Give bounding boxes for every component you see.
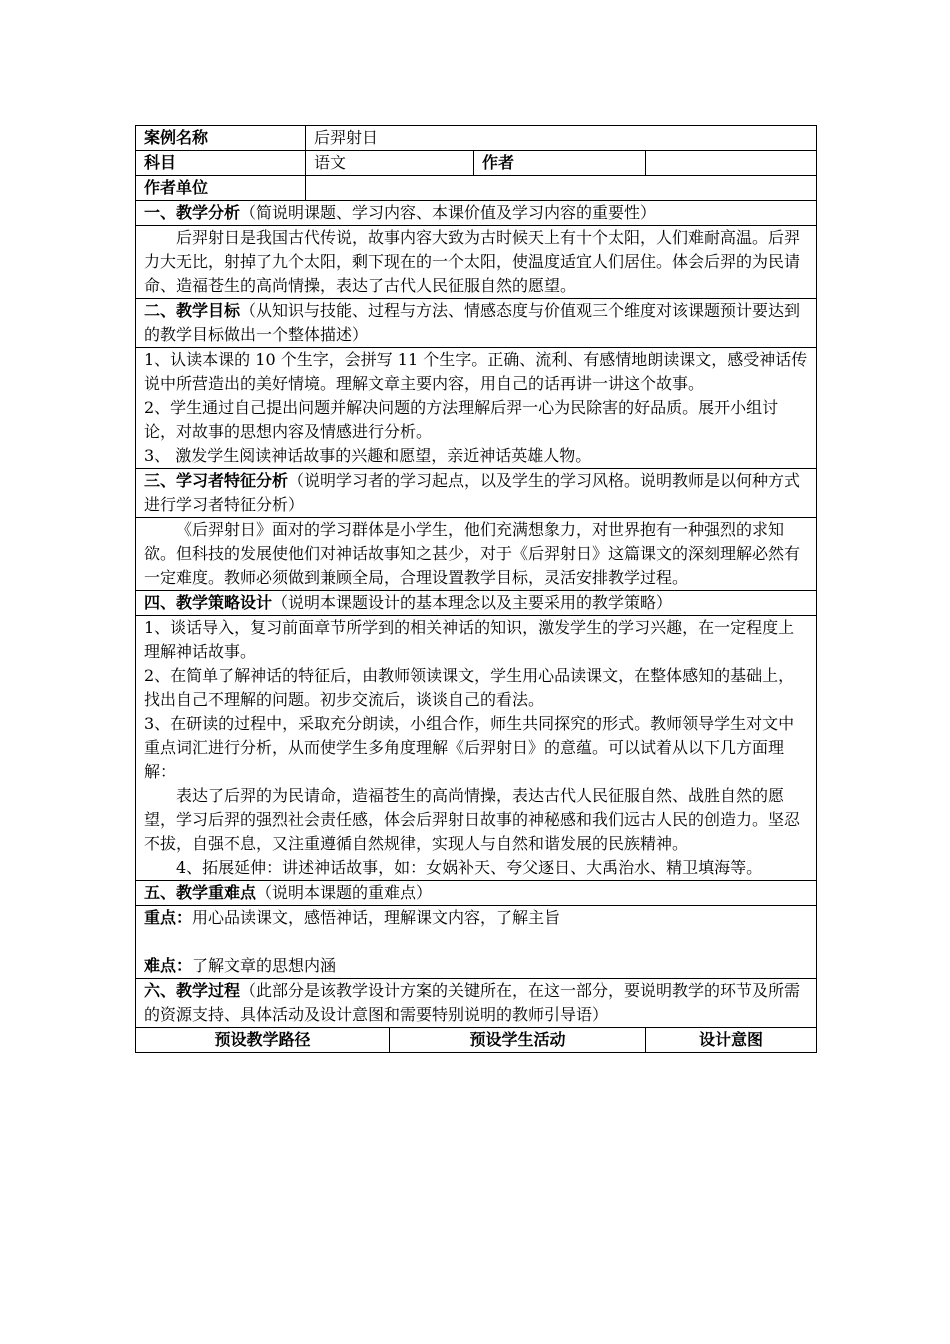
section-1-body: 后羿射日是我国古代传说，故事内容大致为古时候天上有十个太阳，人们难耐高温。后羿力大无比，射掉了九个太阳，剩下现在的一个太阳，使温度适宜人们居住。体会后羿的为民请命、造福苍生的高尚情操，表达了古代人民征服自然的愿望。	[144, 228, 801, 295]
author-value	[646, 151, 817, 176]
section-2-body-row	[136, 348, 817, 469]
section-2-item-1: 1、认读本课的 10 个生字，会拼写 11 个生字。正确、流利、有感情地朗读课文，感受神话传说中所营造出的美好情境。理解文章主要内容，用自己的话再讲一讲这个故事。	[144, 350, 808, 393]
case-name-row	[136, 126, 817, 151]
section-3-header-row	[136, 469, 817, 518]
section-6-note: （此部分是该教学设计方案的关键所在，在这一部分，要说明教学的环节及所需的资源支持、具体活动及设计意图和需要特别说明的教师引导语）	[144, 981, 801, 1024]
section-3-note: （说明学习者的学习起点，以及学生的学习风格。说明教师是以何种方式进行学习者特征分析）	[144, 471, 801, 514]
section-3-body-cell	[136, 518, 817, 591]
column-teaching-path: 预设教学路径	[136, 1028, 390, 1053]
author-label: 作者	[474, 151, 646, 176]
difficult-point-label: 难点：	[144, 956, 193, 975]
difficult-point	[144, 954, 808, 978]
section-4-body-row	[136, 616, 817, 881]
case-name-label: 案例名称	[136, 126, 306, 151]
blank-line	[144, 930, 808, 954]
section-4-body-cell	[136, 616, 817, 881]
section-5-body-cell	[136, 906, 817, 979]
section-3-body-row	[136, 518, 817, 591]
section-5-title: 五、教学重难点	[144, 883, 257, 902]
section-1-header-row	[136, 201, 817, 226]
section-3-title: 三、学习者特征分析	[144, 471, 289, 490]
section-4-header	[136, 591, 817, 616]
case-name-value: 后羿射日	[306, 126, 817, 151]
section-4-item-1: 1、谈话导入，复习前面章节所学到的相关神话的知识，激发学生的学习兴趣，在一定程度上理解神话故事。	[144, 618, 795, 661]
subject-label: 科目	[136, 151, 306, 176]
section-2-header	[136, 299, 817, 348]
section-1-header	[136, 201, 817, 226]
unit-label: 作者单位	[136, 176, 306, 201]
section-1-body-cell	[136, 226, 817, 299]
section-3-header	[136, 469, 817, 518]
section-2-title: 二、教学目标	[144, 301, 241, 320]
section-2-item-3: 3、 激发学生阅读神话故事的兴趣和愿望，亲近神话英雄人物。	[144, 446, 592, 465]
subject-value: 语文	[306, 151, 474, 176]
section-3-body: 《后羿射日》面对的学习群体是小学生，他们充满想象力，对世界抱有一种强烈的求知欲。但科技的发展使他们对神话故事知之甚少，对于《后羿射日》这篇课文的深刻理解必然有一定难度。教师必须做到兼顾全局，合理设置教学目标，灵活安排教学过程。	[144, 520, 801, 587]
column-design-intent: 设计意图	[646, 1028, 817, 1053]
section-4-item-3: 3、在研读的过程中，采取充分朗读，小组合作，师生共同探究的形式。教师领导学生对文中重点词汇进行分析，从而使学生多角度理解《后羿射日》的意蕴。可以试着从以下几方面理解：	[144, 714, 795, 781]
section-4-item-2: 2、在简单了解神话的特征后，由教师领读课文，学生用心品读课文，在整体感知的基础上，找出自己不理解的问题。初步交流后，谈谈自己的看法。	[144, 666, 795, 709]
section-2-item-2: 2、学生通过自己提出问题并解决问题的方法理解后羿一心为民除害的好品质。展开小组讨论，对故事的思想内容及情感进行分析。	[144, 398, 779, 441]
unit-row	[136, 176, 817, 201]
section-1-body-row	[136, 226, 817, 299]
section-1-title: 一、教学分析	[144, 203, 241, 222]
section-2-header-row	[136, 299, 817, 348]
section-4-title: 四、教学策略设计	[144, 593, 273, 612]
lesson-plan-page	[135, 125, 816, 1053]
subject-row	[136, 151, 817, 176]
section-1-note: （简说明课题、学习内容、本课价值及学习内容的重要性）	[240, 203, 657, 222]
section-2-note: （从知识与技能、过程与方法、情感态度与价值观三个维度对该课题预计要达到的教学目标做出一个整体描述）	[144, 301, 801, 344]
key-point-label: 重点：	[144, 908, 193, 927]
process-columns-row	[136, 1028, 817, 1053]
section-4-item-4: 4、拓展延伸：讲述神话故事，如：女娲补天、夸父逐日、大禹治水、精卫填海等。	[176, 858, 763, 877]
difficult-point-text: 了解文章的思想内涵	[192, 956, 337, 975]
section-6-header-row	[136, 979, 817, 1028]
section-5-note: （说明本课题的重难点）	[256, 883, 433, 902]
section-2-body-cell	[136, 348, 817, 469]
section-5-header	[136, 881, 817, 906]
section-5-body-row	[136, 906, 817, 979]
column-student-activity: 预设学生活动	[390, 1028, 646, 1053]
section-6-header	[136, 979, 817, 1028]
section-5-header-row	[136, 881, 817, 906]
section-6-title: 六、教学过程	[144, 981, 241, 1000]
unit-value	[306, 176, 817, 201]
lesson-plan-table	[135, 125, 817, 1053]
key-point-text: 用心品读课文，感悟神话，理解课文内容，了解主旨	[192, 908, 561, 927]
section-4-header-row	[136, 591, 817, 616]
section-4-note: （说明本课题设计的基本理念以及主要采用的教学策略）	[272, 593, 673, 612]
section-4-item-3-detail: 表达了后羿的为民请命，造福苍生的高尚情操，表达古代人民征服自然、战胜自然的愿望，学习后羿的强烈社会责任感，体会后羿射日故事的神秘感和我们远古人民的创造力。坚忍不拔，自强不息，又注重遵循自然规律，实现人与自然和谐发展的民族精神。	[144, 786, 801, 853]
key-point	[144, 906, 808, 930]
